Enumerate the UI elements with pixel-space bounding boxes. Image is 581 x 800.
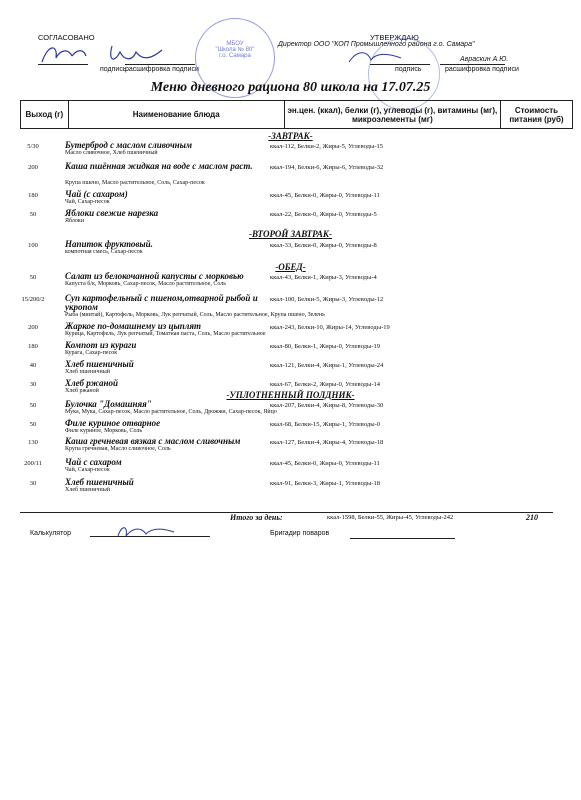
stamp-line-2: "Школа № 80" [215, 47, 255, 53]
item-qty: 100 [28, 242, 38, 249]
item-qty: 180 [28, 343, 38, 350]
item-nutrition: ккал-67, Белки-2, Жиры-0, Углеводы-14 [270, 381, 380, 388]
item-qty: 30 [29, 381, 37, 388]
item-dish: Чай с сахаром [65, 457, 122, 467]
item-dish: Жаркое по-домашнему из цыплят [65, 321, 201, 331]
item-nutrition: ккал-43, Белки-1, Жиры-3, Углеводы-4 [270, 274, 377, 281]
item-ingredients: Рыба (минтай), Картофель, Морковь, Лук репчатый, Соль, Масло растительное, Крупа пшено, Зелень [65, 312, 325, 318]
item-dish: Хлеб пшеничный [65, 359, 134, 369]
item-nutrition: ккал-91, Белки-3, Жиры-1, Углеводы-18 [270, 480, 380, 487]
item-qty: 50 [29, 402, 37, 409]
item-dish: Хлеб пшеничный [65, 477, 134, 487]
item-ingredients: Крупа пшено, Масло растительное, Соль, Сахар-песок [65, 180, 205, 186]
item-qty: 200/11 [24, 460, 42, 467]
item-nutrition: ккал-207, Белки-4, Жиры-8, Углеводы-30 [270, 402, 384, 409]
total-cost: 210 [526, 513, 538, 522]
item-nutrition: ккал-45, Белки-0, Жиры-0, Углеводы-11 [270, 460, 380, 467]
item-dish: Чай (с сахаром) [65, 189, 128, 199]
col-nutr: эн.цен. (ккал), белки (г), углеводы (г), витамины (мг), микроэлементы (мг) [284, 101, 500, 129]
item-nutrition: ккал-68, Белки-15, Жиры-1, Углеводы-0 [270, 421, 380, 428]
item-nutrition: ккал-80, Белки-1, Жиры-0, Углеводы-19 [270, 343, 380, 350]
col-out: Выход (г) [21, 101, 69, 129]
calculator-signature [112, 522, 182, 540]
item-dish: Хлеб ржаной [65, 378, 118, 388]
item-nutrition: ккал-121, Белки-4, Жиры-1, Углеводы-24 [270, 362, 384, 369]
item-ingredients: Крупа гречневая, Масло сливочное, Соль [65, 446, 171, 452]
item-dish: Суп картофельный с пшеном,отварной рыбой и укропом [65, 293, 258, 312]
col-cost: Стоимость питания (руб) [500, 101, 572, 129]
item-qty: 200 [28, 324, 38, 331]
item-qty: 130 [28, 439, 38, 446]
item-qty: 180 [28, 192, 38, 199]
calculator-label: Калькулятор [30, 530, 71, 537]
director-signature [345, 48, 405, 68]
item-ingredients: Хлеб ржаной [65, 388, 99, 394]
item-nutrition: ккал-33, Белки-0, Жиры-0, Углеводы-8 [270, 242, 377, 249]
col-dish: Наименование блюда [68, 101, 284, 129]
item-qty: 50 [29, 421, 37, 428]
item-qty: 200 [28, 164, 38, 171]
section-title: -ЗАВТРАК- [268, 131, 313, 141]
item-qty: 15/200/2 [21, 296, 45, 303]
item-ingredients: Масло сливочное, Хлеб пшеничный [65, 150, 158, 156]
page-title: Меню дневного рациона 80 школа на 17.07.25 [150, 80, 431, 95]
director-sig-label: подпись [395, 66, 422, 73]
item-qty: 30 [29, 480, 37, 487]
menu-table-header [20, 100, 573, 129]
item-dish: Каша гречневая вязкая с маслом сливочным [65, 436, 241, 446]
approved-label: СОГЛАСОВАНО [38, 33, 95, 42]
item-ingredients: Филе куриное, Морковь, Соль [65, 428, 143, 434]
item-ingredients: Курага, Сахар-песок [65, 350, 118, 356]
stamp-line-1: МБОУ [226, 41, 244, 47]
brigadier-label: Бригадир поваров [270, 530, 330, 537]
item-dish: Яблоки свежие нарезка [65, 208, 159, 218]
item-ingredients: Мука, Мука, Сахар-песок, Масло растительное, Соль, Дрожжи, Сахар-песок, Яйцо [65, 409, 277, 415]
item-dish: Напиток фруктовый. [65, 239, 153, 249]
item-qty: 50 [29, 211, 37, 218]
item-ingredients: Хлеб пшеничный [65, 369, 110, 375]
item-qty: 40 [29, 362, 37, 369]
item-nutrition: ккал-243, Белки-10, Жиры-14, Углеводы-19 [270, 324, 390, 331]
total-label: Итого за день: [230, 513, 283, 522]
approve-label: УТВЕРЖДАЮ [370, 33, 419, 42]
item-nutrition: ккал-45, Белки-0, Жиры-0, Углеводы-11 [270, 192, 380, 199]
item-dish: Салат из белокочанной капусты с морковью [65, 271, 244, 281]
item-dish: Компот из кураги [65, 340, 137, 350]
item-ingredients: Капуста б/к, Морковь, Сахар-песок, Масло растительное, Соль [65, 281, 227, 287]
director-title: Директор ООО "КОП Промышленного района г.о. Самара" [278, 41, 475, 48]
director-name: Авраскин А.Ю. [460, 56, 509, 63]
approved-sig-label: подпись [100, 66, 127, 73]
item-dish: Филе куриное отварное [65, 418, 161, 428]
item-nutrition: ккал-194, Белки-6, Жиры-6, Углеводы-32 [270, 164, 384, 171]
section-title: -ОБЕД- [275, 262, 306, 272]
item-ingredients: Чай, Сахар-песок [65, 467, 110, 473]
item-nutrition: ккал-112, Белки-2, Жиры-5, Углеводы-15 [270, 143, 383, 150]
section-title: -УПЛОТНЕННЫЙ ПОЛДНИК- [226, 390, 355, 400]
item-nutrition: ккал-100, Белки-5, Жиры-3, Углеводы-12 [270, 296, 384, 303]
item-ingredients: Хлеб пшеничный [65, 487, 110, 493]
item-ingredients: компотная смесь, Сахар-песок [65, 249, 143, 255]
item-ingredients: Яблоки [65, 218, 85, 224]
item-qty: 5/30 [27, 143, 39, 150]
item-qty: 50 [29, 274, 37, 281]
total-value: ккал-1598, Белки-55, Жиры-45, Углеводы-242 [327, 514, 454, 521]
item-dish: Каша пшённая жидкая на воде с маслом раст. [65, 161, 253, 171]
item-ingredients: Чай, Сахар-песок [65, 199, 110, 205]
section-title: -ВТОРОЙ ЗАВТРАК- [249, 229, 332, 239]
item-nutrition: ккал-22, Белки-0, Жиры-0, Углеводы-5 [270, 211, 377, 218]
item-dish: Булочка "Домашняя" [65, 399, 152, 409]
item-dish: Бутерброд с маслом сливочным [65, 140, 193, 150]
stamp-line-3: г.о. Самара [219, 53, 251, 59]
item-ingredients: Курица, Картофель, Лук репчатый, Томатная паста, Соль, Масло растительное [65, 331, 266, 337]
item-nutrition: ккал-127, Белки-4, Жиры-4, Углеводы-18 [270, 439, 384, 446]
director-decode-label: расшифровка подписи [445, 66, 519, 73]
approved-decode-label: расшифровка подписи [125, 66, 199, 73]
